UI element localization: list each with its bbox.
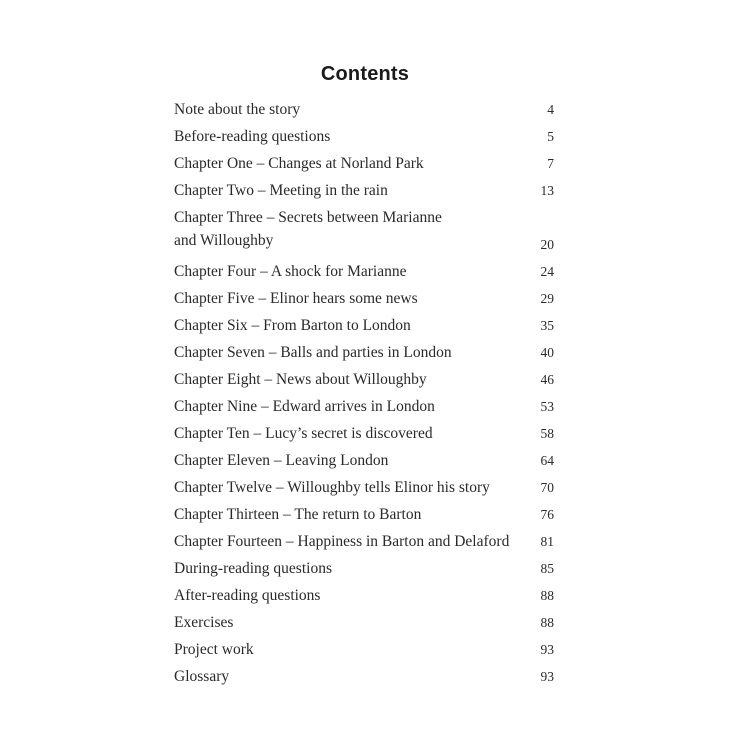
toc-entry <box>174 366 554 393</box>
entry-title: Exercises <box>174 614 234 631</box>
toc-entry <box>174 123 554 150</box>
toc-entry <box>174 285 554 312</box>
entry-page-number: 13 <box>540 183 554 198</box>
entry-title: Chapter Six – From Barton to London <box>174 317 411 334</box>
entry-title: Chapter Fourteen – Happiness in Barton and Delaford <box>174 533 510 550</box>
table-of-contents <box>174 96 554 690</box>
entry-page-number: 88 <box>540 588 554 603</box>
entry-title: Chapter Thirteen – The return to Barton <box>174 506 422 523</box>
toc-entry <box>174 474 554 501</box>
entry-title: Chapter Ten – Lucy’s secret is discovered <box>174 425 433 442</box>
entry-title: Note about the story <box>174 101 301 118</box>
toc-entry <box>174 609 554 636</box>
toc-entry <box>174 528 554 555</box>
toc-entry <box>174 96 554 123</box>
entry-page-number: 53 <box>540 399 554 414</box>
entry-title: Glossary <box>174 668 230 685</box>
entry-title: Chapter One – Changes at Norland Park <box>174 155 424 172</box>
toc-entry <box>174 312 554 339</box>
entry-page-number: 88 <box>540 615 554 630</box>
entry-page-number: 85 <box>540 561 554 576</box>
entry-title: During-reading questions <box>174 560 332 577</box>
entry-title: Chapter Two – Meeting in the rain <box>174 182 388 199</box>
entry-title: Chapter Twelve – Willoughby tells Elinor his story <box>174 479 490 496</box>
toc-entry <box>174 339 554 366</box>
entry-page-number: 35 <box>540 318 554 333</box>
toc-entry <box>174 150 554 177</box>
entry-title: Chapter Nine – Edward arrives in London <box>174 398 435 415</box>
toc-entry <box>174 555 554 582</box>
toc-entry <box>174 393 554 420</box>
entry-page-number: 64 <box>540 453 554 468</box>
entry-title: Chapter Seven – Balls and parties in London <box>174 344 452 361</box>
entry-page-number: 58 <box>540 426 554 441</box>
toc-entry <box>174 447 554 474</box>
entry-page-number: 93 <box>540 669 554 684</box>
page-title: Contents <box>320 63 410 85</box>
toc-entry <box>174 663 554 690</box>
entry-page-number: 4 <box>547 102 554 117</box>
entry-page-number: 46 <box>540 372 554 387</box>
toc-entry <box>174 177 554 204</box>
entry-page-number: 40 <box>540 345 554 360</box>
toc-entry <box>174 204 554 258</box>
entry-title: Chapter Four – A shock for Marianne <box>174 263 407 280</box>
entry-title: Project work <box>174 641 254 658</box>
entry-title: After-reading questions <box>174 587 321 604</box>
entry-page-number: 93 <box>540 642 554 657</box>
entry-page-number: 5 <box>547 129 554 144</box>
entry-title: Chapter Eight – News about Willoughby <box>174 371 427 388</box>
entry-page-number: 7 <box>547 156 554 171</box>
entry-page-number: 29 <box>540 291 554 306</box>
entry-title: Chapter Three – Secrets between Marianne and Willoughby <box>174 209 442 249</box>
entry-page-number: 70 <box>540 480 554 495</box>
entry-title: Chapter Five – Elinor hears some news <box>174 290 418 307</box>
entry-page-number: 20 <box>540 237 554 252</box>
entry-title: Chapter Eleven – Leaving London <box>174 452 389 469</box>
entry-title: Before-reading questions <box>174 128 331 145</box>
toc-entry <box>174 258 554 285</box>
toc-entry <box>174 420 554 447</box>
toc-entry <box>174 501 554 528</box>
entry-page-number: 76 <box>540 507 554 522</box>
entry-page-number: 81 <box>540 534 554 549</box>
toc-entry <box>174 636 554 663</box>
toc-entry <box>174 582 554 609</box>
entry-page-number: 24 <box>540 264 554 279</box>
